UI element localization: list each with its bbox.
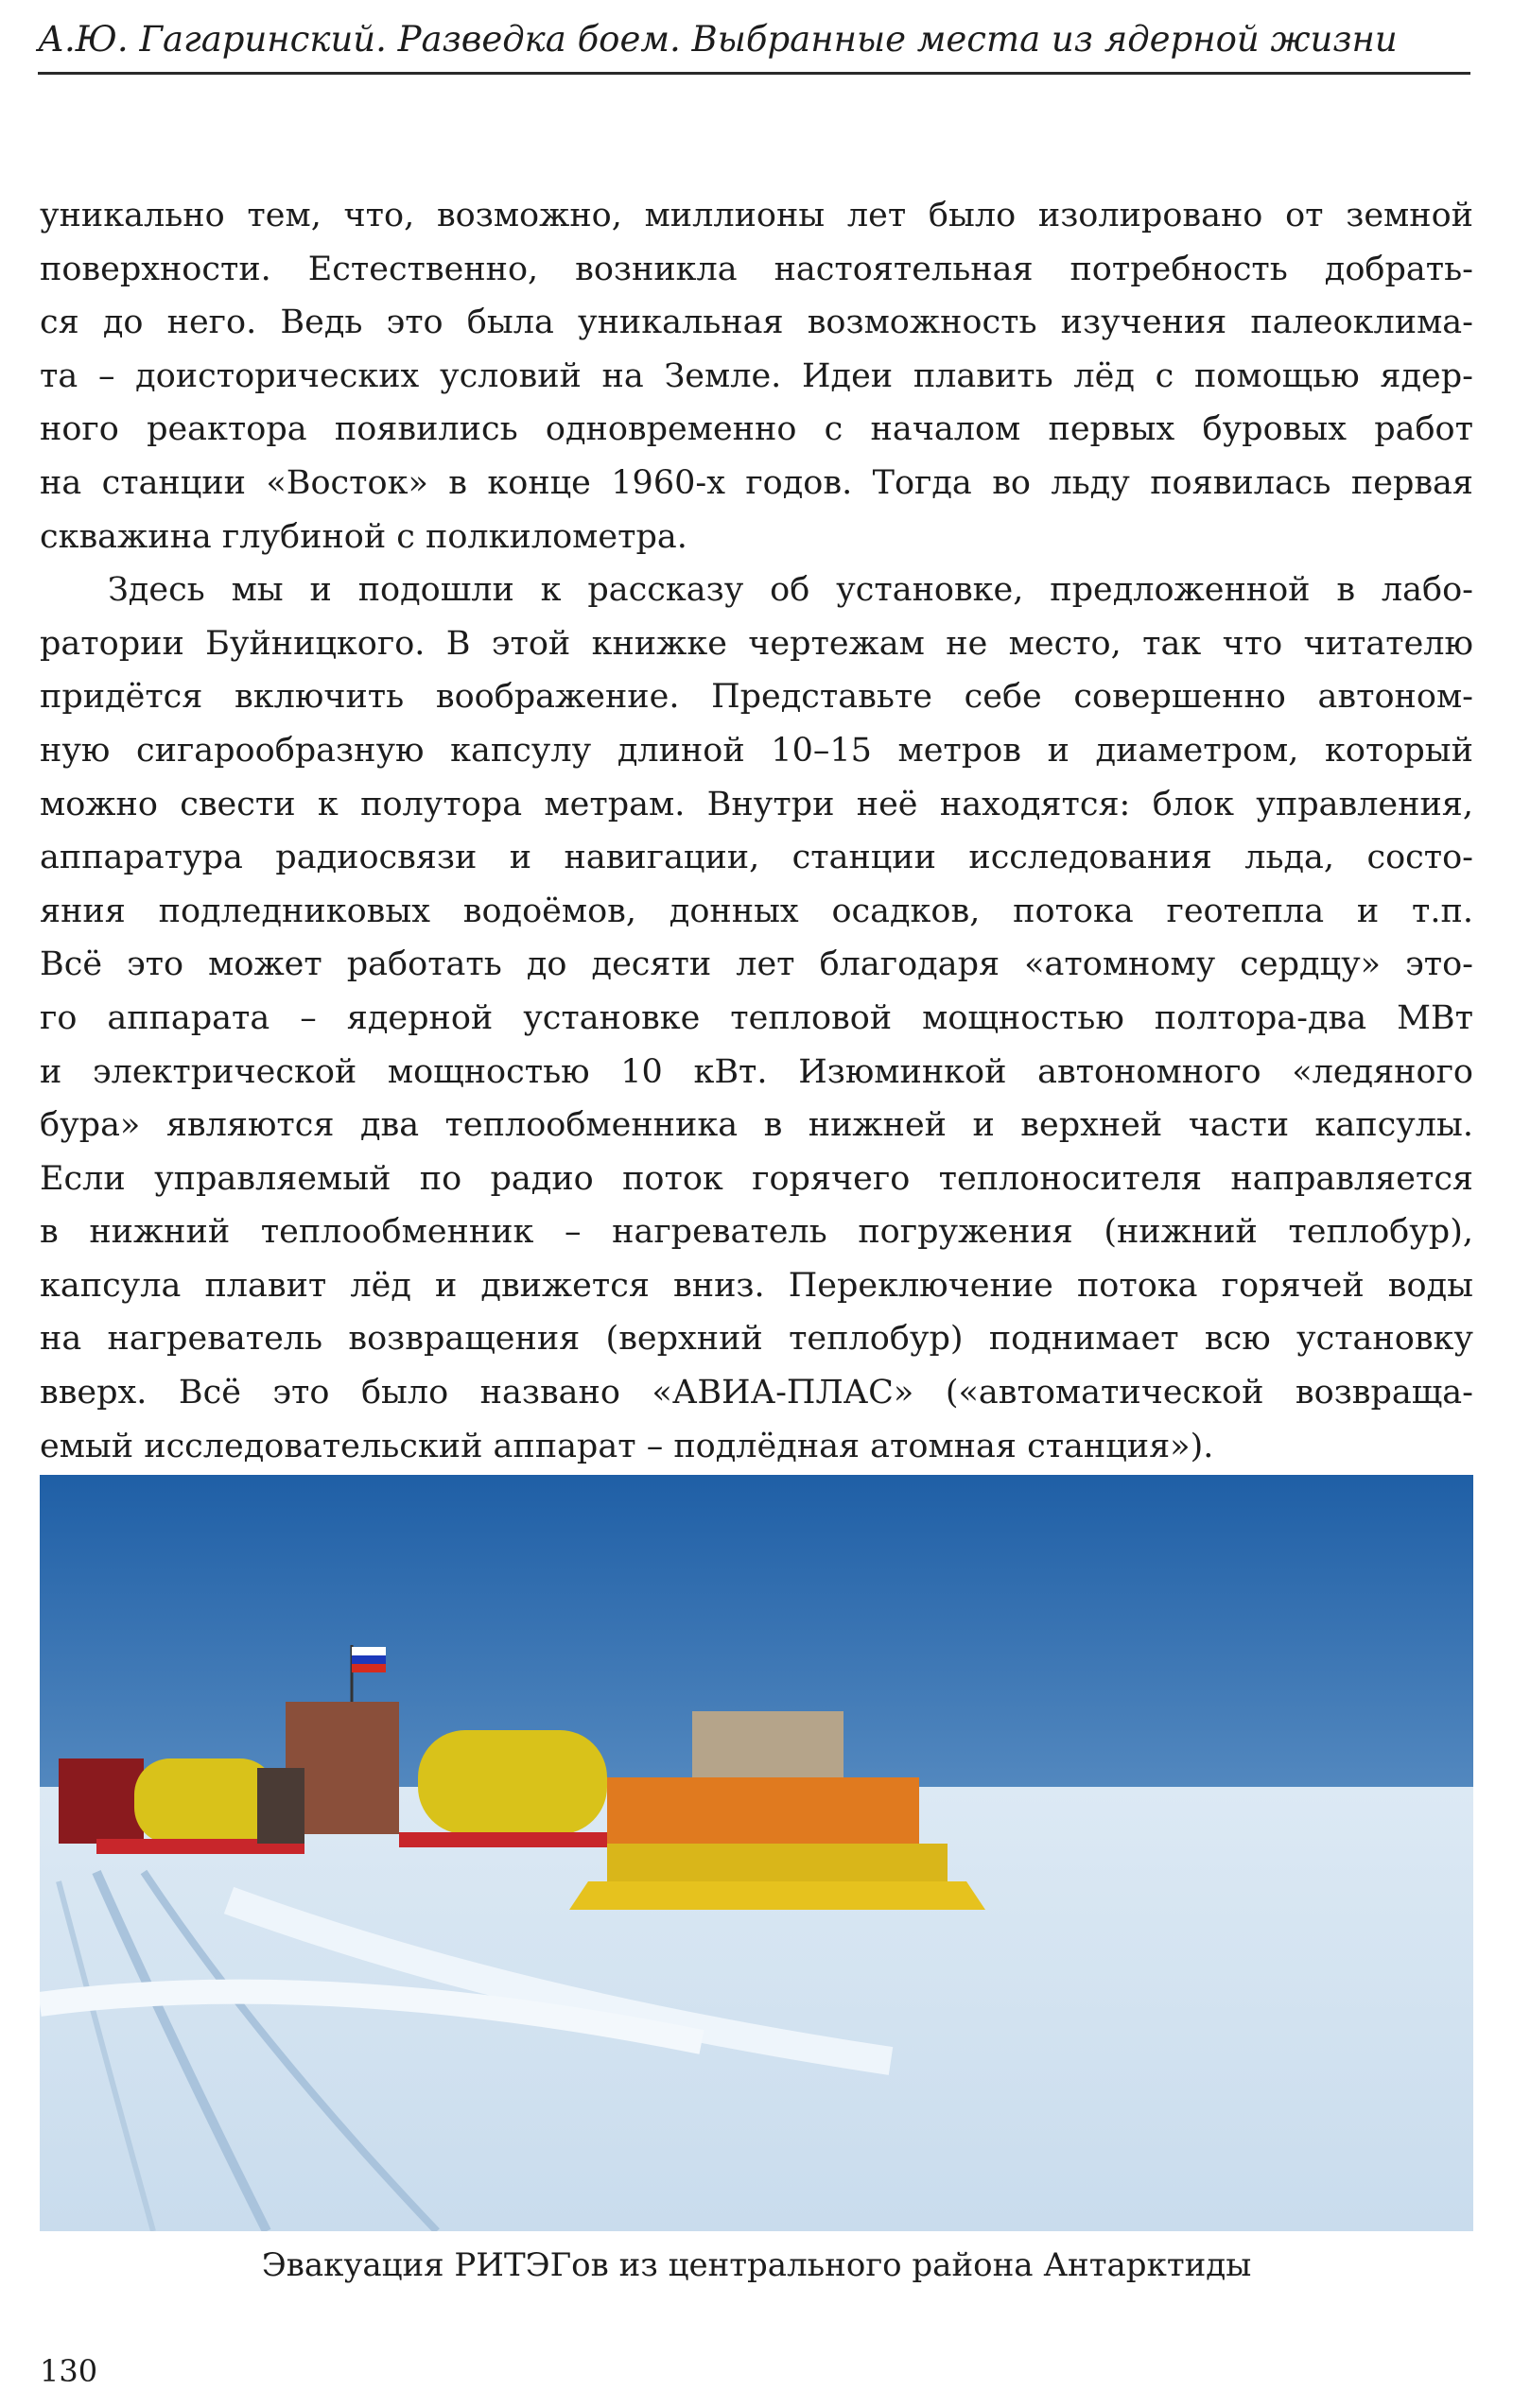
text-line: ся до него. Ведь это была уникальная возможность изучения палеоклима- [40, 303, 1473, 342]
text-line: можно свести к полутора метрам. Внутри неё находятся: блок управления, [40, 785, 1473, 823]
page-number: 130 [40, 2353, 98, 2389]
text-line: бура» являются два теплообменника в нижней и верхней части капсулы. [40, 1106, 1473, 1145]
antarctic-convoy-photo [40, 1475, 1473, 2231]
sled-runners [569, 1881, 985, 1910]
tractor-middle [257, 1768, 304, 1844]
text-line: Если управляемый по радио поток горячего теплоносителя направляется [40, 1159, 1473, 1198]
running-head: А.Ю. Гагаринский. Разведка боем. Выбранные места из ядерной жизни [38, 19, 1398, 60]
figure-caption: Эвакуация РИТЭГов из центрального района Антарктиды [261, 2246, 1252, 2284]
body-text [40, 189, 1473, 1473]
cargo-crates [607, 1777, 919, 1844]
fuel-tank-middle [418, 1730, 607, 1834]
text-line: и электрической мощностью 10 кВт. Изюминкой автономного «ледяного [40, 1052, 1473, 1091]
text-line: ную сигарообразную капсулу длиной 10–15 метров и диаметром, который [40, 731, 1473, 770]
text-line: ратории Буйницкого. В этой книжке чертежам не место, так что читателю [40, 624, 1473, 663]
text-line: в нижний теплообменник – нагреватель погружения (нижний теплобур), [40, 1213, 1473, 1252]
sled-right [607, 1844, 948, 1881]
text-line: го аппарата – ядерной установке тепловой мощностью полтора-два МВт [40, 998, 1473, 1037]
text-line: Здесь мы и подошли к рассказу об установке, предложенной в лабо- [108, 571, 1473, 610]
fuel-tank-left [134, 1758, 276, 1844]
paragraph [40, 563, 1473, 1473]
text-line: вверх. Всё это было названо «АВИА-ПЛАС» («автоматической возвраща- [40, 1374, 1473, 1412]
tractor-left [59, 1758, 144, 1844]
text-line: уникально тем, что, возможно, миллионы лет было изолировано от земной [40, 197, 1473, 234]
sled-middle [399, 1832, 617, 1847]
header-rule [38, 72, 1470, 75]
text-line: на станции «Восток» в конце 1960-х годов. Тогда во льду появилась первая [40, 463, 1473, 502]
text-line: капсула плавит лёд и движется вниз. Переключение потока горячей воды [40, 1266, 1473, 1305]
flag-blue [352, 1655, 386, 1664]
text-line: емый исследовательский аппарат – подлёдная атомная станция»). [40, 1427, 1214, 1465]
paragraph [40, 189, 1473, 563]
text-line: яния подледниковых водоёмов, донных осадков, потока геотепла и т.п. [40, 892, 1473, 930]
text-line: Всё это может работать до десяти лет благодаря «атомному сердцу» это- [40, 945, 1473, 984]
flag-red [352, 1664, 386, 1672]
photo-illustration [40, 1475, 1473, 2231]
text-line: та – доисторических условий на Земле. Идеи плавить лёд с помощью ядер- [40, 356, 1473, 395]
text-line: аппаратура радиосвязи и навигации, станции исследования льда, состо- [40, 839, 1473, 877]
text-line: на нагреватель возвращения (верхний теплобур) поднимает всю установку [40, 1320, 1473, 1359]
flag-white [352, 1647, 386, 1655]
cargo-box [692, 1711, 843, 1777]
text-line: скважина глубиной с полкилометра. [40, 517, 687, 556]
text-line: придётся включить воображение. Представьте себе совершенно автоном- [40, 678, 1473, 717]
text-line: ного реактора появились одновременно с началом первых буровых работ [40, 410, 1473, 449]
text-line: поверхности. Естественно, возникла настоятельная потребность добрать- [40, 250, 1473, 288]
